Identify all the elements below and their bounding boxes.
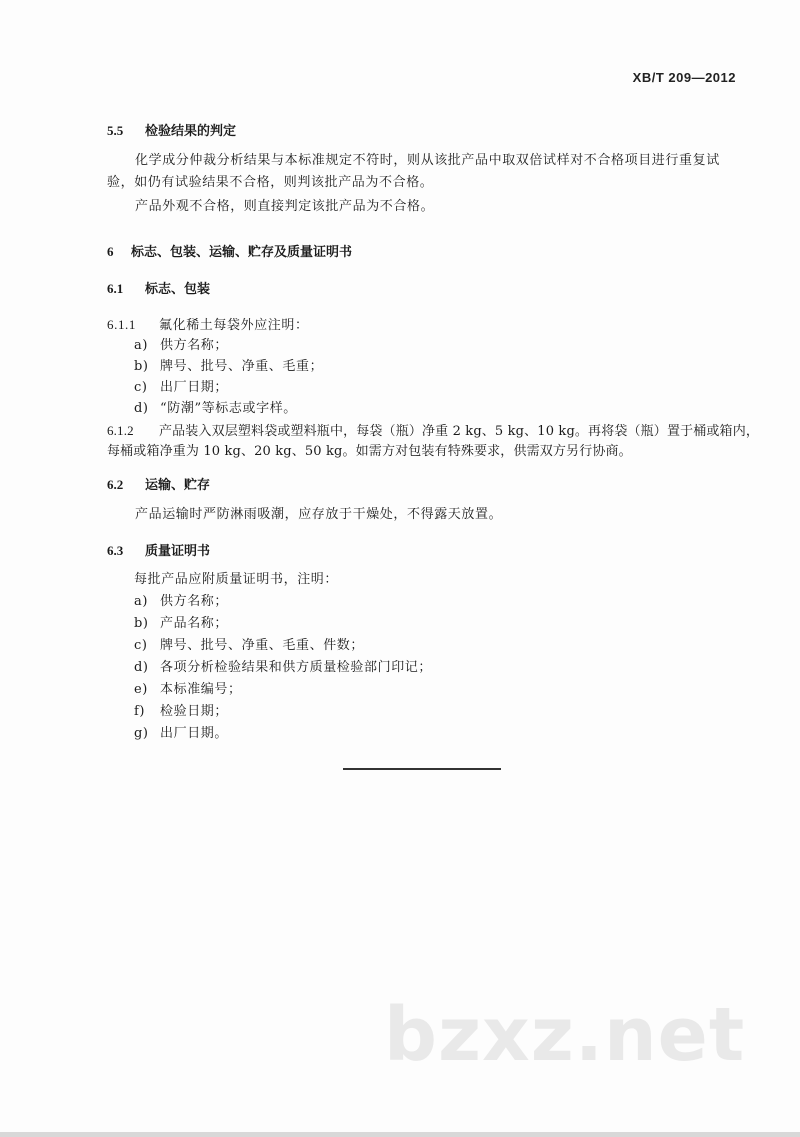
list-item xyxy=(134,725,228,743)
section-title: 标志、包装 xyxy=(145,282,211,297)
clause-text: 产品装入双层塑料袋或塑料瓶中，每袋（瓶）净重 2 kg、5 kg、10 kg。再将袋（瓶）置于桶或箱内， xyxy=(159,424,760,439)
list-marker: c) xyxy=(134,380,148,395)
section-title: 质量证明书 xyxy=(145,544,211,559)
chapter-6-heading xyxy=(107,243,352,262)
list-text: 供方名称； xyxy=(160,338,229,353)
list-item xyxy=(134,703,228,721)
list-marker: d) xyxy=(134,401,149,416)
list-marker: e) xyxy=(134,682,148,697)
list-marker: a) xyxy=(134,594,149,609)
section-title: 检验结果的判定 xyxy=(145,124,237,139)
section-6-3-heading xyxy=(107,542,210,561)
list-item xyxy=(134,681,242,699)
list-text: 各项分析检验结果和供方质量检验部门印记； xyxy=(160,660,433,675)
section-6-1-heading xyxy=(107,280,210,299)
list-item xyxy=(134,400,297,418)
list-text: 牌号、批号、净重、毛重； xyxy=(160,359,324,374)
section-number: 6.3 xyxy=(107,543,124,558)
section-number: 5.5 xyxy=(107,123,124,138)
list-item xyxy=(134,637,364,655)
section-6-3-paragraph: 每批产品应附质量证明书，注明： xyxy=(134,572,339,587)
list-text: 出厂日期； xyxy=(160,380,229,395)
chapter-number: 6 xyxy=(107,244,114,259)
list-text: 供方名称； xyxy=(160,594,229,609)
section-title: 运输、贮存 xyxy=(145,478,211,493)
list-marker: f) xyxy=(134,704,146,719)
section-number: 6.1 xyxy=(107,281,124,296)
section-6-2-heading xyxy=(107,476,210,495)
section-5-5-paragraph-2: 产品外观不合格，则直接判定该批产品为不合格。 xyxy=(135,199,435,214)
section-5-5-paragraph-1: 化学成分仲裁分析结果与本标准规定不符时，则从该批产品中取双倍试样对不合格项目进行重复试验，如仍有试验结果不合格，则判该批产品为不合格。 xyxy=(107,153,720,190)
list-text: 检验日期； xyxy=(160,704,229,719)
clause-number: 6.1.2 xyxy=(107,423,134,438)
page-bottom-edge xyxy=(0,1132,800,1137)
clause-6-1-1 xyxy=(107,316,309,335)
section-5-5-heading xyxy=(107,122,236,141)
list-marker: b) xyxy=(134,359,149,374)
list-item xyxy=(134,593,228,611)
list-text: “防潮”等标志或字样。 xyxy=(160,401,297,416)
list-text: 产品名称； xyxy=(160,616,229,631)
list-item xyxy=(134,659,432,677)
list-marker: g) xyxy=(134,726,149,741)
list-marker: d) xyxy=(134,660,149,675)
list-item xyxy=(134,358,323,376)
watermark: bzxz.net xyxy=(384,992,746,1078)
list-marker: a) xyxy=(134,338,149,353)
section-6-2-paragraph: 产品运输时严防淋雨吸潮，应存放于干燥处，不得露天放置。 xyxy=(135,507,503,522)
list-marker: c) xyxy=(134,638,148,653)
list-text: 牌号、批号、净重、毛重、件数； xyxy=(160,638,365,653)
standard-code: XB/T 209—2012 xyxy=(632,70,736,85)
chapter-title: 标志、包装、运输、贮存及质量证明书 xyxy=(131,245,353,260)
list-item xyxy=(134,379,228,397)
list-text: 本标准编号； xyxy=(160,682,242,697)
clause-6-1-2-line-1 xyxy=(107,422,759,441)
end-of-document-rule xyxy=(343,768,501,770)
clause-6-1-2-line-2: 每桶或箱净重为 10 kg、20 kg、50 kg。如需方对包装有特殊要求，供需双方另行协商。 xyxy=(107,444,632,459)
list-item xyxy=(134,615,228,633)
section-number: 6.2 xyxy=(107,477,124,492)
list-text: 出厂日期。 xyxy=(160,726,229,741)
list-marker: b) xyxy=(134,616,149,631)
clause-number: 6.1.1 xyxy=(107,317,136,332)
list-item xyxy=(134,337,228,355)
clause-text: 氟化稀土每袋外应注明： xyxy=(159,318,309,333)
